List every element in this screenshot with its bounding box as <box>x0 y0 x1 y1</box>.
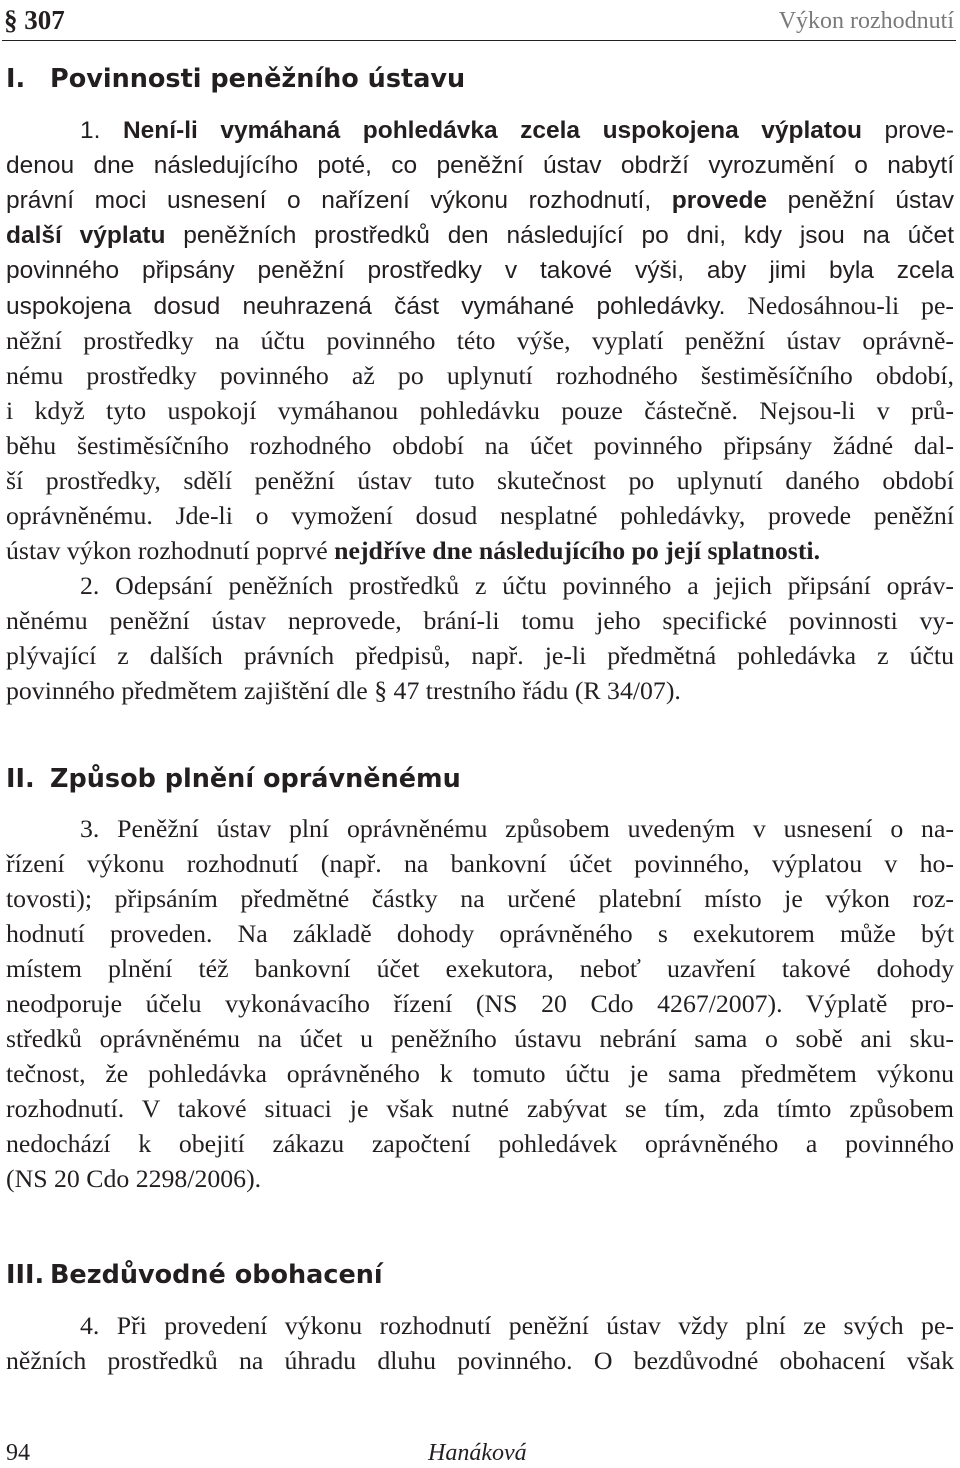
heading-number: I. <box>6 64 26 94</box>
text-run: ústav výkon rozhodnutí poprvé <box>6 536 335 565</box>
paragraph-1-line <box>6 534 954 568</box>
paragraph-1-line <box>6 184 954 218</box>
paragraph-3-line: hodnutí proveden. Na základě dohody oprávněného s exekutorem může být <box>6 919 954 948</box>
heading-2 <box>6 762 461 796</box>
paragraph-1-line <box>6 289 954 324</box>
text-run: peněžních prostředků den následující po dni, kdy jsou na účet <box>165 222 954 249</box>
paragraph-3-line: řízení výkonu rozhodnutí (např. na bankovní účet povinného, výplatou v ho- <box>6 849 954 878</box>
paragraph-3-line: 3. Peněžní ústav plní oprávněnému způsobem uvedeným v usnesení o na- <box>80 814 954 843</box>
paragraph-3-line: středků oprávněnému na účet u peněžního ústavu nebrání sama o sobě ani sku- <box>6 1024 954 1053</box>
heading-1 <box>6 62 465 96</box>
text-run: Nedosáhnou-li pe- <box>725 291 954 320</box>
section-number: § 307 <box>4 5 65 35</box>
text-run: uspokojena dosud neuhrazená část vymáhané pohledávky. <box>6 293 726 320</box>
paragraph-3-line: místem plnění též bankovní účet exekutora, neboť uzavření takové dohody <box>6 954 954 983</box>
paragraph-3-line: tovosti); připsáním předmětné částky na určené platební místo je výkon roz- <box>6 884 954 913</box>
paragraph-1-line: něžní prostředky na účtu povinného této výše, vyplatí peněžní ústav oprávně- <box>6 326 954 355</box>
paragraph-2-line: 2. Odepsání peněžních prostředků z účtu povinného a jejich připsání opráv- <box>80 571 954 600</box>
footer-author: Hanáková <box>428 1440 527 1466</box>
paragraph-1-line: ší prostředky, sdělí peněžní ústav tuto skutečnost po uplynutí daného období <box>6 466 954 495</box>
running-title: Výkon rozhodnutí <box>778 8 954 34</box>
bold-phrase: nejdříve dne následujícího po její splatnosti. <box>334 536 821 565</box>
heading-title: Způsob plnění oprávněnému <box>50 764 461 794</box>
text-run: právní moci usnesení o nařízení výkonu rozhodnutí, <box>6 187 672 214</box>
page-number: 94 <box>6 1440 30 1466</box>
paragraph-3-line: tečnost, že pohledávka oprávněného k tomuto účtu je sama předmětem výkonu <box>6 1059 954 1088</box>
paragraph-3-line: nedochází k obejití zákazu započtení pohledávek oprávněného a povinného <box>6 1129 954 1158</box>
paragraph-1-line: i když tyto uspokojí vymáhanou pohledávku pouze částečně. Nejsou-li v prů- <box>6 396 954 425</box>
paragraph-1-line: běhu šestiměsíčního rozhodného období na účet povinného připsány žádné dal- <box>6 431 954 460</box>
page-header <box>2 2 956 41</box>
paragraph-3-line: neodporuje účelu vykonávacího řízení (NS 20 Cdo 4267/2007). Výplatě pro- <box>6 989 954 1018</box>
paragraph-2-line: plývající z dalších právních předpisů, např. je-li předmětná pohledávka z účtu <box>6 641 954 670</box>
bold-phrase: provede <box>671 187 768 214</box>
paragraph-1-line <box>6 219 954 253</box>
heading-number: II. <box>6 764 35 794</box>
heading-title: Bezdůvodné obohacení <box>50 1260 383 1290</box>
heading-number: III. <box>6 1260 45 1290</box>
paragraph-1-line <box>80 114 954 148</box>
paragraph-1-line: denou dne následujícího poté, co peněžní ústav obdrží vyrozumění o nabytí <box>6 152 954 179</box>
heading-title: Povinnosti peněžního ústavu <box>50 64 466 94</box>
bold-phrase: další výplatu <box>6 222 166 249</box>
paragraph-2-line: povinného předmětem zajištění dle § 47 trestního řádu (R 34/07). <box>6 676 681 705</box>
paragraph-1-line: oprávněnému. Jde-li o vymožení dosud nesplatné pohledávky, provede peněžní <box>6 501 954 530</box>
bold-phrase: Není-li vymáhaná pohledávka zcela uspokojena výplatou <box>122 117 862 144</box>
paragraph-4-line: 4. Při provedení výkonu rozhodnutí peněžní ústav vždy plní ze svých pe- <box>80 1311 954 1340</box>
paragraph-1-line: povinného připsány peněžní prostředky v takové výši, aby jimi byla zcela <box>6 257 954 284</box>
paragraph-3-line: rozhodnutí. V takové situaci je však nutné zabývat se tím, zda tímto způsobem <box>6 1094 954 1123</box>
paragraph-number: 1. <box>80 117 123 144</box>
heading-3 <box>6 1258 383 1292</box>
text-run: prove- <box>862 117 954 144</box>
paragraph-3-line: (NS 20 Cdo 2298/2006). <box>6 1164 262 1193</box>
paragraph-4-line: něžních prostředků na úhradu dluhu povinného. O bezdůvodné obohacení však <box>6 1346 954 1375</box>
text-run: peněžní ústav <box>767 187 954 214</box>
paragraph-2-line: něnému peněžní ústav neprovede, brání-li tomu jeho specifické povinnosti vy- <box>6 606 954 635</box>
paragraph-1-line: nému prostředky povinného až po uplynutí rozhodného šestiměsíčního období, <box>6 361 954 390</box>
